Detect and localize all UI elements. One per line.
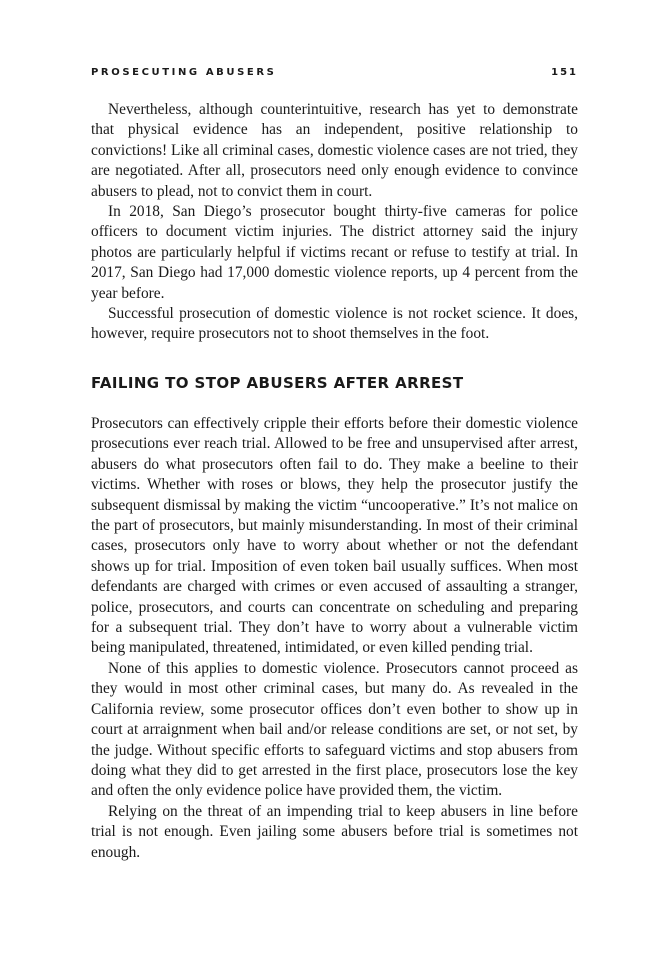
paragraph: In 2018, San Diego’s prosecutor bought thirty-five cameras for police officers to document victim injuries. The district attorney said the injury photos are particularly helpful if victims recant or refuse to testify at trial. In 2017, San Diego had 17,000 domestic violence reports, up 4 percent from the year before. xyxy=(91,203,578,302)
running-head xyxy=(91,67,578,78)
page-number: 151 xyxy=(551,67,578,78)
paragraph: Nevertheless, although counterintuitive, research has yet to demonstrate that physical evidence has an independent, positive relationship to convictions! Like all criminal cases, domestic violence cases are not tried, they are negotiated. After all, prosecutors need only enough evidence to convince abusers to plead, not to convict them in court. xyxy=(91,101,578,200)
paragraph: Prosecutors can effectively cripple their efforts before their domestic violence prosecutions ever reach trial. Allowed to be free and unsupervised after arrest, abusers do what prosecutors often fail to do. They make a beeline to their victims. Whether with roses or blows, they help the prosecutor justify the subsequent dismissal by making the victim “uncooperative.” It’s not malice on the part of prosecutors, but mainly misunderstanding. In most of their criminal cases, prosecutors only have to worry about whether or not the defendant shows up for trial. Imposition of even token bail usually suffices. When most defendants are charged with crimes or even accused of assaulting a stranger, police, prosecutors, and courts can concentrate on scheduling and preparing for a subsequent trial. They don’t have to worry about a vulnerable victim being manipulated, threatened, intimidated, or even killed pending trial. xyxy=(91,415,578,657)
body-text-top xyxy=(91,100,578,345)
paragraph: None of this applies to domestic violence. Prosecutors cannot proceed as they would in most other criminal cases, but many do. As revealed in the California review, some prosecutor offices don’t even bother to show up in court at arraignment when bail and/or release conditions are set, or not set, by the judge. Without specific efforts to safeguard victims and stop abusers from doing what they did to get arrested in the first place, prosecutors lose the key and often the only evidence police have provided them, the victim. xyxy=(91,659,578,800)
section-heading: FAILING TO STOP ABUSERS AFTER ARREST xyxy=(91,374,464,392)
body-text-bottom xyxy=(91,414,578,863)
paragraph: Relying on the threat of an impending trial to keep abusers in line before trial is not enough. Even jailing some abusers before trial is sometimes not enough. xyxy=(91,802,578,861)
running-head-title: PROSECUTING ABUSERS xyxy=(91,67,277,78)
paragraph: Successful prosecution of domestic violence is not rocket science. It does, however, require prosecutors not to shoot themselves in the foot. xyxy=(91,305,578,343)
